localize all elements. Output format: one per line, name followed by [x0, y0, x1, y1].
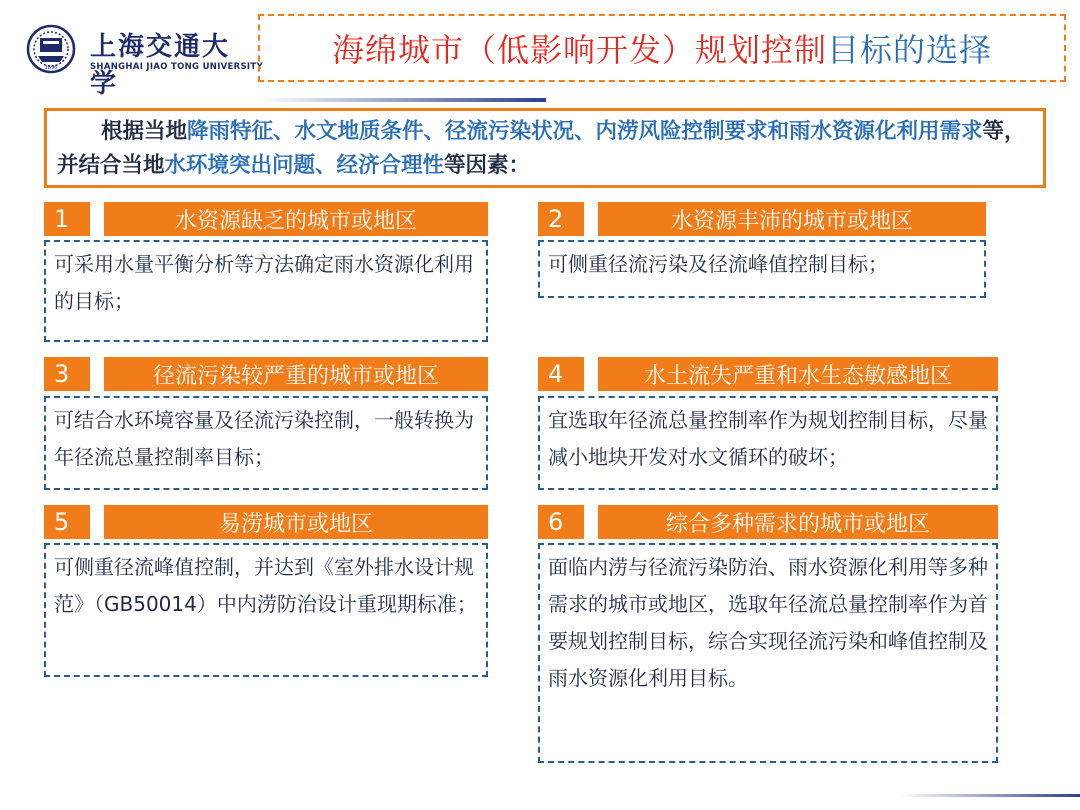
card-number-3: 3: [44, 357, 90, 391]
card-title-2: 水资源丰沛的城市或地区: [598, 202, 986, 236]
card-header-4: [538, 357, 998, 391]
card-number-5: 5: [44, 505, 90, 539]
university-emblem-icon: [26, 24, 76, 74]
card-title-4: 水土流失严重和水生态敏感地区: [598, 357, 998, 391]
card-body-5: 可侧重径流峰值控制，并达到《室外排水设计规范》（GB50014）中内涝防治设计重现期标准；: [44, 543, 488, 677]
university-name-cn: 上海交通大学: [90, 32, 231, 99]
card-header-2: [538, 202, 986, 236]
title-blue-part: 目标的选择: [827, 31, 993, 69]
card-header-1: [44, 202, 488, 236]
university-logo: [26, 20, 263, 99]
card-title-6: 综合多种需求的城市或地区: [598, 505, 998, 539]
intro-highlight-2: 水环境突出问题、经济合理性: [164, 153, 445, 178]
title-underline: [258, 98, 546, 102]
title-red-part: 海绵城市（低影响开发）规划控制: [331, 31, 827, 69]
card-body-4: 宜选取年径流总量控制率作为规划控制目标，尽量减小地块开发对水文循环的破坏；: [538, 396, 998, 490]
card-header-6: [538, 505, 998, 539]
card-number-6: 6: [538, 505, 584, 539]
card-number-2: 2: [538, 202, 584, 236]
card-number-4: 4: [538, 357, 584, 391]
card-body-2: 可侧重径流污染及径流峰值控制目标；: [538, 240, 986, 298]
intro-text-2: 等，并结合当地: [57, 119, 1026, 178]
card-title-5: 易涝城市或地区: [104, 505, 488, 539]
card-header-5: [44, 505, 488, 539]
footer-rule: [900, 794, 1080, 797]
intro-text-1: 根据当地: [101, 119, 188, 144]
intro-text-3: 等因素：: [444, 153, 531, 178]
card-body-3: 可结合水环境容量及径流污染控制，一般转换为年径流总量控制率目标；: [44, 396, 488, 490]
emblem-year: 1896: [44, 65, 58, 71]
card-body-1: 可采用水量平衡分析等方法确定雨水资源化利用的目标；: [44, 240, 488, 342]
university-name-en: SHANGHAI JIAO TONG UNIVERSITY: [90, 62, 263, 72]
card-header-3: [44, 357, 488, 391]
card-body-6: 面临内涝与径流污染防治、雨水资源化利用等多种需求的城市或地区，选取年径流总量控制率作为首要规划控制目标，综合实现径流污染和峰值控制及雨水资源化利用目标。: [538, 543, 998, 763]
card-number-1: 1: [44, 202, 90, 236]
card-title-3: 径流污染较严重的城市或地区: [104, 357, 488, 391]
intro-box: [44, 108, 1046, 188]
card-title-1: 水资源缺乏的城市或地区: [104, 202, 488, 236]
slide-title: [258, 14, 1066, 82]
intro-highlight-1: 降雨特征、水文地质条件、径流污染状况、内涝风险控制要求和雨水资源化利用需求: [187, 119, 983, 144]
